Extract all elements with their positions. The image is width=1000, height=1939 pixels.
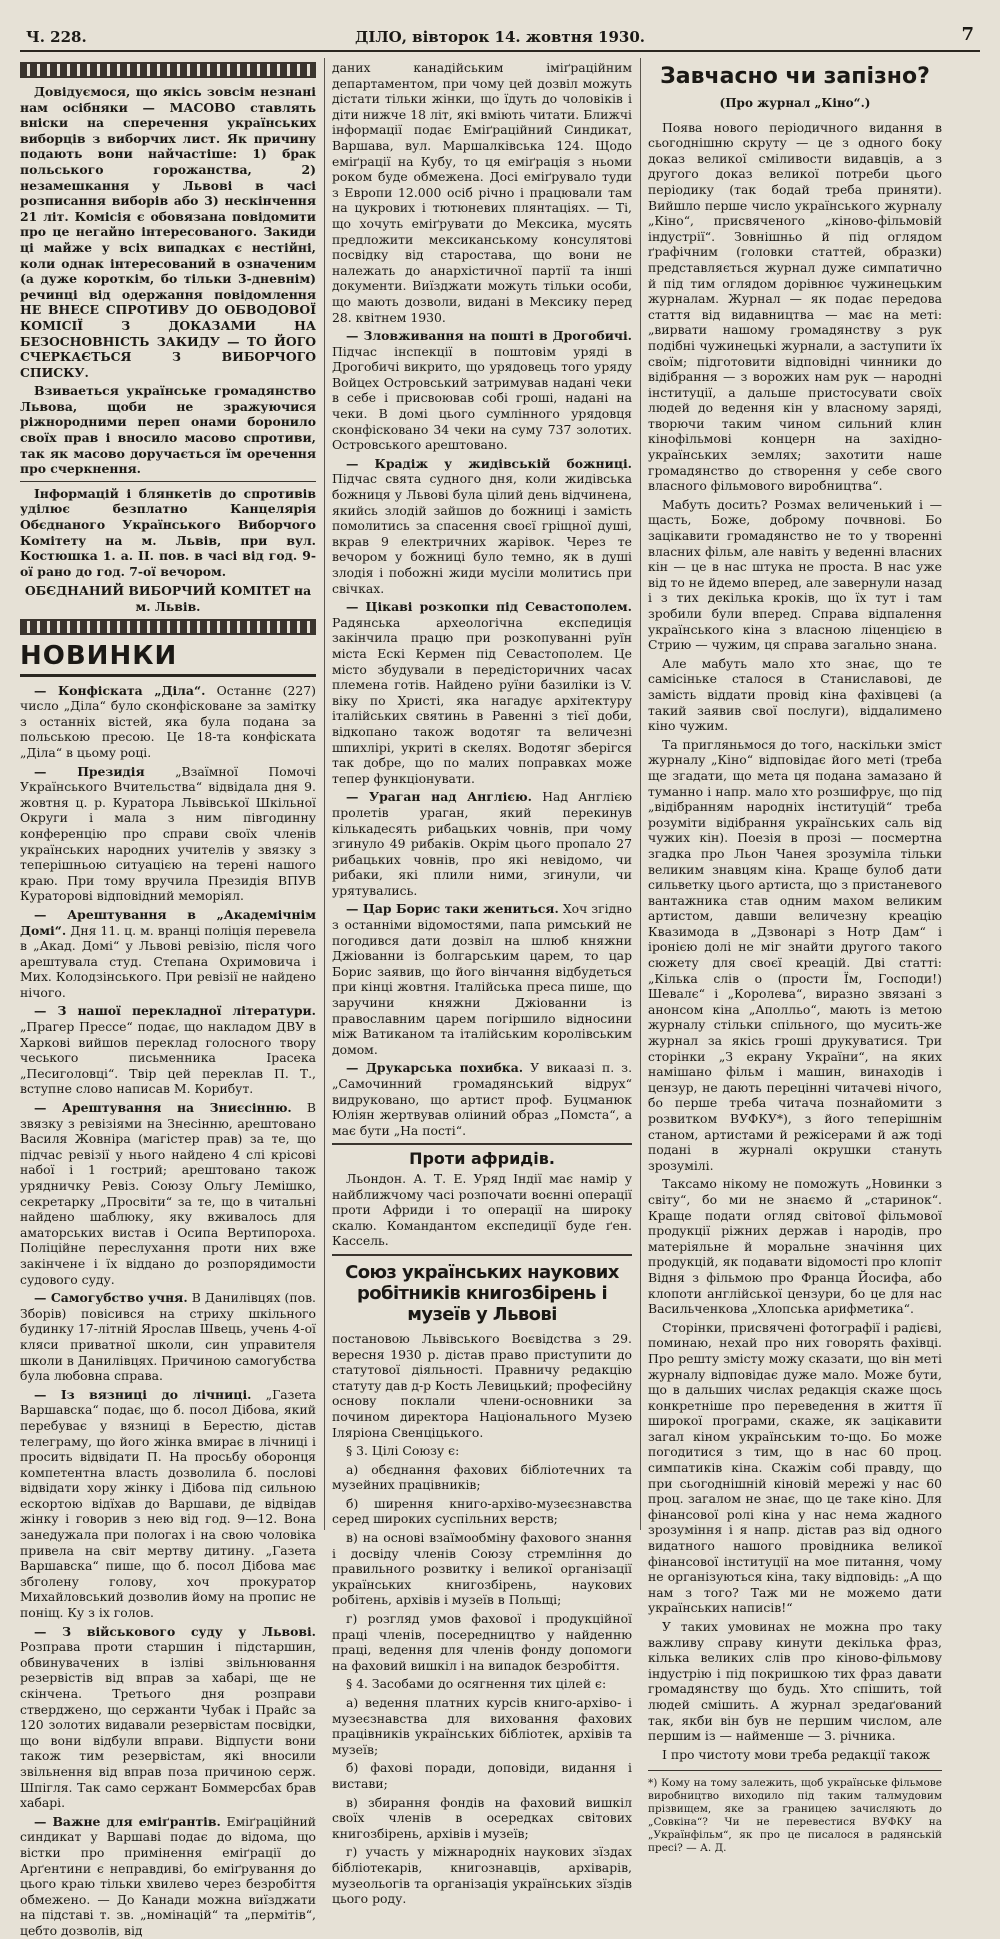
article-paragraph: Та пригляньмося до того, наскільки зміст журналу „Кіно“ відповідає його меті (треба ще згадати, що мета ця подана замазано й туманно і напр. мало хто розшифрує, що під „відібранням народніх інституцій“ треба розуміти відібрання українських саль від чужих кін). Поезія в прозі — посмертна згадка про Льон Чанея зрозуміла тільки великим знавцям кіна. Краще булоб дати сильветку цього артиста, що з пристаневого вантажника став одним махом великим артистом, давши величезну креацію Квазимода в „Дзвонарі з Нотр Дам“ і іронією долі не міг знайти другого такого сюжету для своєї креацій. Дві статті: „Кілька слів о (прости Їм, Господи!) Шевалє“ і „Королева“, виразно звязані з анонсом кіна „Аполльо“, мають із метою журналу стільки спільного, що мусить-же журнал за якісь гроші друкуватися. Три сторінки „З екрану України“, на яких намішано фільм і машин, винаходів і цензур, не дають перецінні читачеві нічого, бо перше треба читача познайомити з розвитком ВУФКУ*), з його теперішнім станом, артистами й режісерами й аж тоді подані в журналі окрушки стануть зрозумілі. <box>648 736 942 1173</box>
article-subtitle: (Про журнал „Кіно“.) <box>719 96 871 110</box>
committee-signature: ОБЄДНАНИЙ ВИБОРЧИЙ КОМІТЕТ на м. Львів. <box>24 583 312 614</box>
article-paragraph: Таксамо нікому не поможуть „Новинки з світу“, бо ми не знаємо й „старинок“. Краще подати огляд світової фільмової продукції ріжних держав і народів, про матеріяльне й моральне значіння цих продукцій, як подавати відомості про клопіт Відня з фільмою про Франца Йосифа, або клопоти англійської цензури, бо це для нас Васильченкова „Хлопська арифметика“. <box>648 1176 942 1317</box>
union-paragraph: в) збирання фондів на фаховий вишкіл своїх членів в осередках світових книгозбірень, архівів і музеїв; <box>332 1794 632 1841</box>
election-appeal: Взиваеться українське громадянство Львова, щоби не зражуючися ріжнородними переп онами боронило своїх прав і вносило масово спротиви, так як масово доручається їм оречення про счеркнення. <box>20 383 316 477</box>
news-item: — Цікаві розкопки під Севастополем. Радянська археологічна експедиція закінчила працю при розкопуванні руїн міста Ескі Кермен під Севастополем. Це місто збудували в передісторичних часах племена готів. Найдено руїни базиліки із V. віку по Христі, яка нагадує архітектуру італійських святинь в Равенні з тієї доби, відкопано також водотяг та величезні шпихлірі, укриті в скелях. Водотяг зберігся так добре, що по малих поправках може тепер функціонувати. <box>332 599 632 786</box>
page-number: Ч. 228. <box>26 28 87 46</box>
union-paragraph: а) обєднання фахових бібліотечних та музейних працівників; <box>332 1461 632 1493</box>
union-paragraph: § 4. Засобами до осягнення тих цілей є: <box>346 1676 607 1692</box>
news-item: — Важне для еміґрантів. Еміґраційний синдикат у Варшаві подає до відома, що вістки про примінення еміґрації до Арґентини є неправдиві, бо еміґрування до цього краю тільки хвилево через безробіття обмежено. — До Канади можна виїзджати на підставі т. зв. „номінацій“ та „пермітів“, цебто дозволів, від <box>20 1813 316 1938</box>
election-notice: Довідуємося, що якісь зовсім незнані нам осібняки — МАСОВО ставлять вніски на сперечення українських виборців з виборчих лист. Як причину подають вони найчастіше: 1) брак польського горожанства, 2) незамешкання у Львові в часі розписання виборів або 3) нескінчення 21 літ. Комісія є обовязана повідомити про це негайно інтересованого. Закиди ці майже у всіх випадках є нестійні, коли однак інтересований в означеним (а дуже короткім, бо тільки 3-дневнім) речинці від одержання повідомлення НЕ ВНЕСЕ СПРОТИВУ ДО ОБВОДОВОЇ КОМІСІЇ З ДОКАЗАМИ НА БЕЗОСНОВНІСТЬ ЗАКИДУ — ТО ЙОГО СЧЕРКАЄТЬСЯ З ВИБОРЧОГО СПИСКУ. <box>20 84 316 380</box>
article-afridy: Льондон. А. Т. Е. Уряд Індії має намір у найближчому часі розпочати воєнні операції проти Африди і то операції на широку скалю. Командантом експедиції буде ґен. Кассель. <box>332 1170 632 1249</box>
article-title: Завчасно чи запізно? <box>660 64 930 89</box>
masthead: ДІЛО, вівторок 14. жовтня 1930. <box>355 28 645 46</box>
headline-afridy: Проти афридів. <box>409 1149 555 1169</box>
divider <box>332 1143 632 1145</box>
column-3 <box>648 60 942 1855</box>
column-rule <box>640 58 641 1530</box>
news-item: — Крадіж у жидівській божниці. Підчас свята судного дня, коли жидівська божниця у Львові була цілий день відчинена, якийсь злодій зайшов до божниці і замість помолитись за спасення своєї гріщної душі, вкрав 9 електричних жарівок. Через те вечором у божниці було темно, як в душі злодія і побожні жиди мусіли молитись при свічках. <box>332 455 632 596</box>
union-paragraph: а) ведення платних курсів книго-архіво- і музеєзнавства для виховання фахових працівників українських бібліотек, архівів та музеїв; <box>332 1695 632 1757</box>
article-paragraph: Але мабуть мало хто знає, що те самісіньке сталося в Станиславові, де замість віддати провід кіна фахівцеві (а такий заявив свої послуги), віддалимено кіно чужим. <box>648 655 942 734</box>
column-2 <box>332 60 633 1907</box>
news-item: — З нашої перекладної літератури. „Прагер Прессе“ подає, що накладом ДВУ в Харкові вийшов переклад голосного твору чеського письменника Ірасека „Песиголовці“. Твір цей переклав П. Т., вступне слово написав М. Корибут. <box>20 1003 316 1097</box>
news-item: — Цар Борис таки жениться. Хоч згідно з останніми відомостями, папа римський не погодився дати дозвіл на шлюб княжни Джіованни із болгарським царем, то цар Борис заявив, що його вінчання відбудеться при кінці жовтня. Італійська преса пише, що заручини княжни Джіованни із православним царем погіршило відносини між Ватиканом та італійським королівським домом. <box>332 901 632 1057</box>
union-paragraph: б) ширення книго-архіво-музеєзнавства серед широких суспільних верств; <box>332 1495 632 1527</box>
column-rule <box>324 58 325 1530</box>
page-header <box>20 24 980 52</box>
union-intro: постановою Львівського Воєвідства з 29. вересня 1930 р. дістав право приступити до статутової діяльності. Правничу редакцію статуту дав д-р Кость Левицький; професійну основу поклали члени-основники за почином директора Національного Музею Іляріона Свенціцького. <box>332 1330 632 1440</box>
section-title-novynky: НОВИНКИ <box>20 641 316 677</box>
article-paragraph: У таких умовинах не можна про таку важливу справу кинути декілька фраз, кілька великих слів про кіново-фільмову індустрію і під покришкою тих фраз давати громадянству що будь. Хто спішить, той людей смішить. А журнал зредаґований так, якби він був не першим числом, але першим із — найменше — 3. річника. <box>648 1619 942 1744</box>
news-item: — Самогубство учня. В Данилівцях (пов. Зборів) повісився на стриху шкільного будинку 17-літній Ярослав Швець, учень 4-ої кляси приватної школи, син управителя школи в Данилівцях. Причиною самогубства була любовна справа. <box>20 1290 316 1384</box>
union-paragraph: в) на основі взаїмообміну фахового знання і досвіду членів Союзу стремління до правильного розвитку і великої організації українських книгозбірень, наукових робітень, архівів і музеїв в Польщі; <box>332 1530 632 1608</box>
news-item: — Конфіската „Діла“. Останнє (227) число „Діла“ було сконфісковане за замітку з останніх вістей, яка була подана за польською пресою. Це 18-та конфіската „Діла“ в цьому році. <box>20 682 316 760</box>
divider <box>20 481 316 482</box>
footnote: *) Кому на тому залежить, щоб українське фільмове виробництво виходило під таким талмудовим прізвищем, яке за границею зачисляють до „Совкіна“? Чи не перевестися ВУФКУ на „Українфільм“, як про це писалося в радянській пресі? — А. Д. <box>648 1770 942 1855</box>
news-item: — З військового суду у Львові. Розправа проти старшин і підстаршин, обвинувачених в ізліві звільнювання резервістів від вправ за хабарі, ще не скінчена. Третього дня розправи стверджено, що сержанти Чубак і Прайс за 120 золотих видавали резервістам посвідки, що вони відбули вправи. Відпусти вони також тим резервістам, які вносили звільнення від вправ поза причиною серж. Шпігля. Так само сержант Боммерсбах брав хабарі. <box>20 1623 316 1811</box>
ornament-rule <box>20 619 316 635</box>
article-paragraph: Сторінки, присвячені фотографії і радієві, поминаю, нехай про них говорять фахівці. Про решту змісту можу сказати, що він меті журналу відповідає дуже мало. Може бути, що в дальших числах редакція скаже щось конкретніше про переведення в життя її широкої програми, скаже, як зацікавити загал кіном українським то-що. Бо може погодитися з тим, що в нас 60 проц. симпатиків кіна. Скажім собі правду, що при сьогоднішній кіновій мережі у нас 60 проц. загалом не знає, що це таке кіно. Для фінансової ролі кіна у нас нема жадного зрозуміння і я напр. дістав раз від одного видатного нашого провідника великої фінансової інституції на мое питання, чому не організуються кіна, таку відповідь: „А що нам з того? Таж ми не можемо дати українських написів!“ <box>648 1319 942 1616</box>
union-paragraph: б) фахові поради, доповіди, видання і вистави; <box>332 1760 632 1791</box>
article-paragraph: І про чистоту мови треба редакції також <box>662 1746 931 1762</box>
union-paragraph: § 3. Цілі Союзу є: <box>346 1443 460 1459</box>
news-item: — Ураган над Англією. Над Англією пролетів ураган, який перекинув кількадесять рибацьких човнів, при чому згинуло 49 рибаків. Окрім цього пропало 27 рибацьких човнів, про які невідомо, чи рибаки, які плили ними, згинули, чи урятувались. <box>332 789 632 898</box>
page-marker: 7 <box>961 24 974 45</box>
news-item: — Арештування на Зниєсінню. В звязку з ревізіями на Знесінню, арештовано Василя Жовніра (магістер прав) за те, що підчас ревізії у нього найдено 4 слі крісові набої і 1 гострий; арештовано також урядничку Ревіз. Союзу Ольгу Лемішко, секретарку „Просвіти“ за те, що в читальні найдено шаблюку, яку вживалось для аматорських вистав і Осипа Вертипороха. Поліційне переслухання проти них вже закінчене і їх віддано до розпорядимости судового суду. <box>20 1100 316 1287</box>
news-continuation: даних канадійським іміґраційним департаментом, при чому цей дозвіл можуть дістати тільки жінки, що їдуть до чоловіків і діти нижче 18 літ, які вміють читати. Ближчі інформації подає Еміґраційний Синдикат, Варшава, вул. Маршалківська 124. Щодо еміґрації на Кубу, то ця еміґрація з ньоми роком буде обмежена. Досі еміґрувало туди з Европи 12.000 осіб річно і працювали там на цукрових і тютюневих плянтаціях. — Ті, що хочуть еміґрувати до Мексика, мусять предложити мексиканському консулятові посвідку від старостава, що вони не належать до анархістичної партії та інші документи. Виїзджати можуть тільки особи, що мають дозволи, видані в Мексику перед 28. квітнем 1930. <box>332 60 632 325</box>
news-item: — Із вязниці до лічниці. „Газета Варшавска“ подає, що б. посол Дібова, який перебуває у вязниці в Берестю, дістав телеграму, що його жінка вмирає в лічниці і просить відвідати П. На просьбу оборонця компетентна власть дозволила б. послові відвідати хору жінку і Дібова під сильною ескортою відїхав до Варшави, де відвідав жінку і говорив з нею від год. 9—12. Вона занедужала при пологах і на свою чоловіка привела на світ мертву дитину. „Газета Варшавска“ пише, що б. посол Дібова має збголену голову, хоч прокуратор Михайловський дозволив йому на пропис не поніщ. Ку з іх голов. <box>20 1386 316 1621</box>
divider <box>332 1254 632 1256</box>
article-paragraph: Поява нового періодичного видання в сьогоднішню скруту — це з одного боку доказ великої сміливости видавців, а з другого доказ великої потреби цього періодику (так бодай треба приняти). Вийшло перше число українського журналу „Кіно“, присвяченого „кіново-фільмовій індустрії“. Зовнішньо й під оглядом ґрафічним (головки статтей, образки) представляється журнал дуже симпатично й під тим оглядом дорівнює чужинецьким журналам. Журнал — як подає передова стаття від видавництва — має на меті: „вирвати нашому громадянству з рук подібні чужинецькі журнали, а заступити їх своїм; підготовити відповідні чинники до відібрання — з ворожих нам рук — народні інституції, а дальше пристосувати своїх людей до ведення кін у власному заряді, творючи таким чином сильний клин кінофільмові концерн на західно-українських землях; захотити наше громадянство до створення у себе свого власного фільмового виробництва“. <box>648 119 942 494</box>
ornament-rule <box>20 62 316 78</box>
election-info: Інформацій і блянкетів до спротивів уділює безплатно Канцелярія Обєднаного Українського Виборчого Комітету на м. Львів, при вул. Костюшка 1. a. II. пов. в часі від год. 9-ої рано до год. 7-ої вечором. <box>20 485 316 579</box>
article-paragraph: Мабуть досить? Розмах величенький і — щасть, Боже, доброму почвнові. Бо зацікавити громадянство не то у творенні власних фільм, але навіть у веденні власних кін — це в нас штука не проста. В нас уже від то не йдемо вперед, але завернули назад і з тих декілька кроків, що їх тут і там зробили були вперед. Справа відпалення українського кіна з власною ліценцією в Стрию — чужим, ця справа загально знана. <box>648 496 942 653</box>
headline-union: Союз українських наукових робітників книгозбірень і музеїв у Львові <box>345 1261 619 1325</box>
column-1 <box>20 60 316 1938</box>
news-item: — Друкарська похибка. У викаазі п. з. „Самочинний громадянський відрух“ видруковано, що артист проф. Буцманюк Юліян жертвував оліиний образ „Помста“, а має бути „На пості“. <box>332 1060 633 1138</box>
union-paragraph: г) розгляд умов фахової і продукційної праці членів, посередництво у найденню праці, ведення для членів фонду допомоги на фаховий вишкіл і на випадок безробіття. <box>332 1611 632 1673</box>
news-item: — Зловживання на пошті в Дрогобичі. Підчас інспекції в поштовім уряді в Дрогобичі викрито, що урядовець того уряду Войцех Островський затримував надані чеки в себе і присвоював собі гроші, надані на чеки. В домі цього сумлінного урядовця сконфісковано 34 чеки на суму 737 золотих. Островського арештовано. <box>332 328 632 453</box>
news-item: — Президія „Взаїмної Помочі Українського Вчительства“ відвідала дня 9. жовтня ц. р. Куратора Львівської Шкільної Округи і мала з ним півгодинну конференцію про справи своїх членів українських народних учителів у звязку з теперішньою ситуацією на терені нашого краю. При тому вручила Президія ВПУВ Кураторові відповідний меморіял. <box>20 763 316 904</box>
union-paragraph: г) участь у міжнародніх наукових зїздах бібліотекарів, книгознавців, архіварів, музеольогів та організація українських зїздів цього роду. <box>332 1844 632 1907</box>
news-item: — Арештування в „Академічнім Домі“. Дня 11. ц. м. вранці поліція перевела в „Акад. Домі“ у Львові ревізію, після чого арештувала студ. Степана Охримовича і Мих. Колодзінського. При ревізії не найдено нічого. <box>20 906 316 1000</box>
